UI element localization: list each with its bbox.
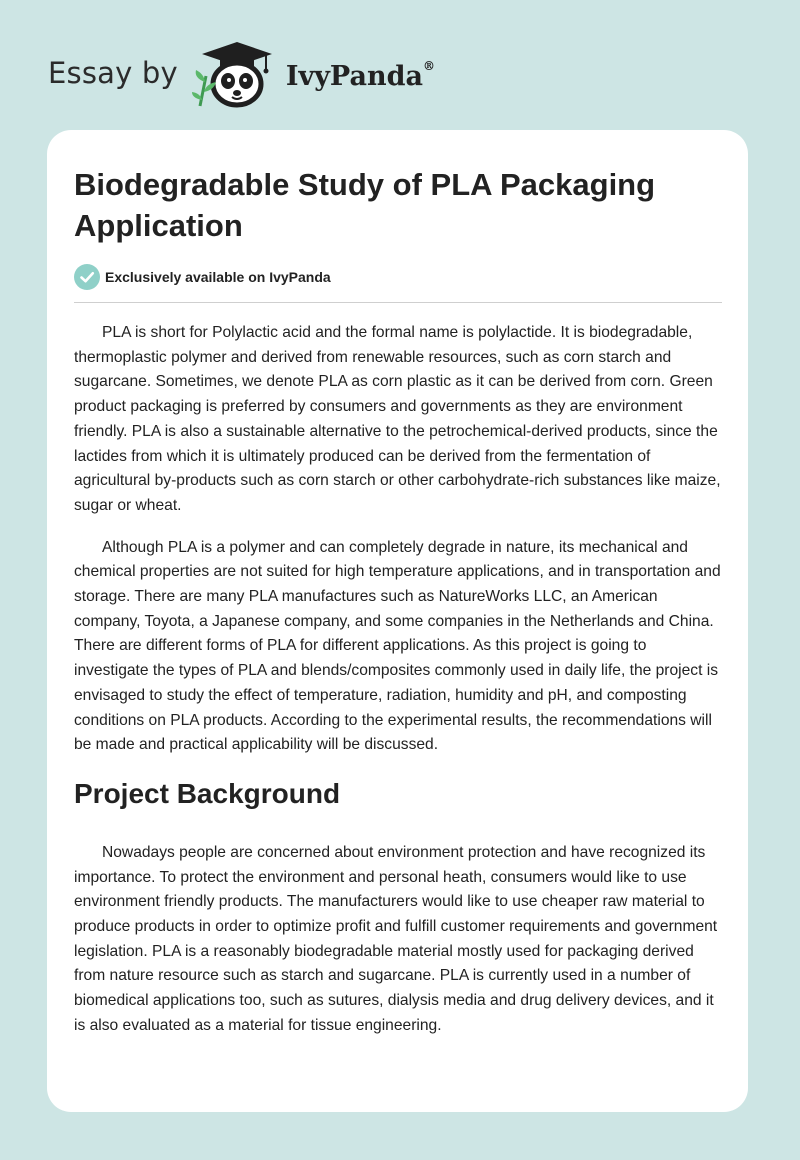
page-title: Biodegradable Study of PLA Packaging Application bbox=[74, 167, 656, 243]
badge-text: Exclusively available on IvyPanda bbox=[105, 269, 331, 285]
essay-by-label: Essay by bbox=[48, 56, 178, 90]
check-circle-icon bbox=[74, 264, 100, 290]
panda-graduation-cap-icon[interactable] bbox=[192, 36, 282, 110]
brand-name[interactable]: IvyPanda® bbox=[285, 58, 435, 92]
section-heading: Project Background bbox=[74, 777, 341, 809]
body-paragraph: PLA is short for Polylactic acid and the formal name is polylactide. It is biodegradable, thermoplastic polymer and derived from renewable resources, such as corn starch and sugarcane. Sometimes, we denote PLA as corn plastic as it can be derived from corn. Green product packaging is preferred by consumers and governments as they are environment friendly. PLA is also a sustainable alternative to the petrochemical-derived products, since the lactides from which it is ultimately produced can be derived from the fermentation of agricultural by-products such as corn starch or other carbohydrate-rich substances like maize, sugar or wheat. bbox=[74, 324, 721, 514]
site-header bbox=[48, 36, 435, 110]
divider bbox=[74, 302, 722, 303]
body-paragraph: Although PLA is a polymer and can completely degrade in nature, its mechanical and chemical properties are not suited for high temperature applications, and in transportation and storage. There are many PLA manufactures such as NatureWorks LLC, an American company, Toyota, a Japanese company, and some companies in the Netherlands and China. There are different forms of PLA for different applications. As this project is going to investigate the types of PLA and blends/composites commonly used in daily life, the project is envisaged to study the effect of temperature, radiation, humidity and pH, and composting conditions on PLA products. According to the experimental results, the recommendations will be made and practical applicability will be discussed. bbox=[74, 538, 721, 754]
article-card bbox=[47, 130, 748, 1112]
exclusive-badge bbox=[74, 264, 722, 290]
registered-mark: ® bbox=[422, 58, 435, 73]
body-paragraph: Nowadays people are concerned about environment protection and have recognized its importance. To protect the environment and personal heath, consumers would like to use environment friendly products. The manufacturers would like to use cheaper raw material to produce products in order to optimize profit and fulfill customer requirements and government legislation. PLA is a reasonably biodegradable material mostly used for packaging derived from nature resource such as starch and sugarcane. PLA is currently used in a number of biomedical applications too, such as sutures, dialysis media and drug delivery devices, and it is also evaluated as a material for tissue engineering. bbox=[74, 843, 718, 1034]
